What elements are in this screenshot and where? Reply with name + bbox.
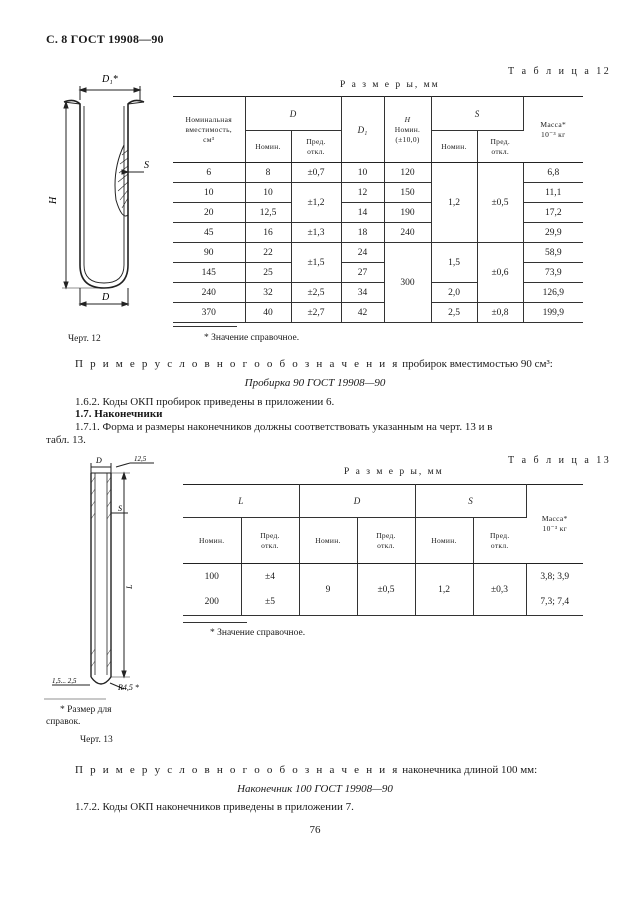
fig13-top-dim: 12,5 <box>134 455 147 463</box>
table-13 <box>183 484 583 616</box>
table-row: 90 22 ±1,5 24 300 1,5 ±0,6 58,9 <box>173 243 583 263</box>
d-nomin-header: Номин. <box>245 131 291 163</box>
fig13-bottom-dim: 1,5... 2,5 <box>52 677 77 685</box>
col-d1-header: D₁ <box>341 97 384 163</box>
fig13-s-label: S <box>118 504 122 513</box>
table13-caption: Т а б л и ц а 13 <box>508 455 612 466</box>
fig12-d1-label: D₁* <box>102 74 118 85</box>
table-row: 145 25 27 73,9 <box>173 263 583 283</box>
l-nomin-header: Номин. <box>183 518 241 564</box>
s13-nomin-header: Номин. <box>415 518 473 564</box>
col-capacity-header: Номинальная вместимость, см³ <box>173 97 245 163</box>
paragraph-1-6-2: 1.6.2. Коды ОКП пробирок приведены в приложении 6. <box>75 396 335 408</box>
table13-footnote: * Значение справочное. <box>210 628 306 638</box>
figure-12-caption: Черт. 12 <box>68 334 101 344</box>
example1-designation: Пробирка 90 ГОСТ 19908—90 <box>244 377 386 389</box>
table12-sizes-label: Р а з м е р ы, мм <box>340 80 440 90</box>
col-l-header: L <box>183 485 299 518</box>
paragraph-1-7-1: 1.7.1. Форма и размеры наконечников должны соответствовать указанным на черт. 13 и в <box>75 421 493 433</box>
table12-caption: Т а б л и ц а 12 <box>508 66 612 77</box>
example2-designation: Наконечник 100 ГОСТ 19908—90 <box>237 783 393 795</box>
footnote-rule <box>173 326 237 327</box>
paragraph-1-7-2: 1.7.2. Коды ОКП наконечников приведены в приложении 7. <box>75 801 354 813</box>
table-row: 10 10 ±1,2 12 150 11,1 <box>173 183 583 203</box>
fig13-radius-label: R4,5 * <box>118 683 139 692</box>
table-12 <box>173 96 583 323</box>
page-header: С. 8 ГОСТ 19908—90 <box>46 32 164 46</box>
fig12-h-label: H <box>48 196 59 204</box>
example1-line: П р и м е р у с л о в н о г о о б о з н а ч е н и я пробирок вместимостью 90 см³: <box>75 358 553 370</box>
fig12-s-label: S <box>144 160 149 171</box>
col-d13-header: D <box>299 485 415 518</box>
table-row: 200 ±5 7,3; 7,4 <box>183 590 583 616</box>
section-1-7-title: 1.7. Наконечники <box>75 408 163 420</box>
table-row: 20 12,5 14 190 17,2 <box>173 203 583 223</box>
footnote-rule-13 <box>183 622 247 623</box>
table-row: 370 40 ±2,7 42 2,5 ±0,8 199,9 <box>173 303 583 323</box>
s-nomin-header: Номин. <box>431 131 477 163</box>
paragraph-1-7-1-cont: табл. 13. <box>46 434 86 446</box>
figure-13-tip <box>44 455 164 700</box>
col-mass-header: Масса* 10⁻³ кг <box>523 97 583 163</box>
example2-line: П р и м е р у с л о в н о г о о б о з н а ч е н и я наконечника длиной 100 мм: <box>75 764 538 776</box>
table12-footnote: * Значение справочное. <box>204 333 300 343</box>
table-row: 6 8 ±0,7 10 120 1,2 ±0,5 6,8 <box>173 163 583 183</box>
col-d-header: D <box>245 97 341 131</box>
s-pred-header: Пред. откл. <box>477 131 523 163</box>
col-s13-header: S <box>415 485 526 518</box>
table13-sizes-label: Р а з м е р ы, мм <box>344 467 444 477</box>
fig13-d-label: D <box>96 456 102 465</box>
col-mass13-header: Масса* 10⁻³ кг <box>526 485 583 564</box>
s13-pred-header: Пред. откл. <box>473 518 526 564</box>
fig13-note-cont: справок. <box>46 717 81 727</box>
fig12-d-label: D <box>102 292 110 303</box>
fig13-note: * Размер для <box>60 705 112 715</box>
table-row: 45 16 ±1,3 18 240 29,9 <box>173 223 583 243</box>
figure-13-caption: Черт. 13 <box>80 735 113 745</box>
d13-nomin-header: Номин. <box>299 518 357 564</box>
fig13-l-label: L <box>125 584 134 589</box>
col-h-header: H Номин. (±10,0) <box>384 97 431 163</box>
table-row: 100 ±4 9 ±0,5 1,2 ±0,3 3,8; 3,9 <box>183 564 583 590</box>
table-row: 240 32 ±2,5 34 2,0 126,9 <box>173 283 583 303</box>
d-pred-header: Пред. откл. <box>291 131 341 163</box>
col-s-header: S <box>431 97 523 131</box>
d13-pred-header: Пред. откл. <box>357 518 415 564</box>
page-number: 76 <box>309 824 321 836</box>
figure-12-test-tube <box>44 60 164 330</box>
l-pred-header: Пред. откл. <box>241 518 299 564</box>
